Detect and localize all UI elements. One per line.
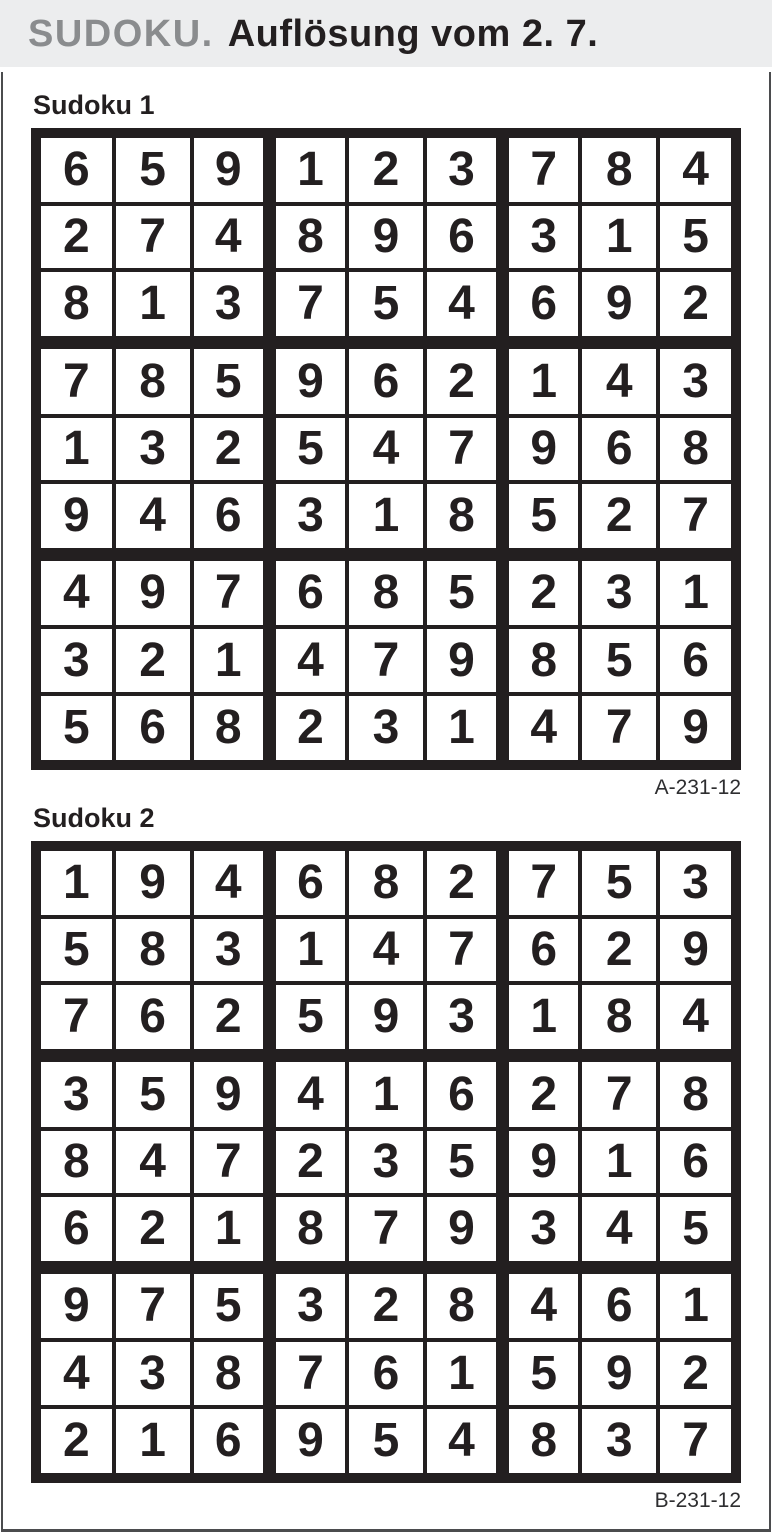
sudoku-1-grid [31, 128, 741, 770]
sudoku-cell: 1 [658, 555, 736, 628]
sudoku-cell: 4 [269, 627, 347, 694]
sudoku-cell: 4 [425, 270, 503, 343]
sudoku-cell: 9 [114, 555, 192, 628]
sudoku-cell: 1 [114, 1407, 192, 1478]
content-panel [1, 72, 771, 1532]
sudoku-cell: 6 [658, 1129, 736, 1196]
sudoku-cell: 9 [36, 1268, 114, 1341]
sudoku-cell: 1 [36, 416, 114, 483]
sudoku-cell: 1 [503, 983, 581, 1056]
sudoku-cell: 7 [347, 627, 425, 694]
sudoku-cell: 6 [192, 1407, 270, 1478]
sudoku-cell: 4 [192, 846, 270, 917]
sudoku-cell: 8 [192, 694, 270, 765]
sudoku-cell: 2 [503, 555, 581, 628]
sudoku-cell: 7 [580, 1056, 658, 1129]
sudoku-cell: 7 [347, 1195, 425, 1268]
sudoku-cell: 8 [36, 270, 114, 343]
sudoku-cell: 7 [114, 204, 192, 271]
sudoku-row [36, 204, 736, 271]
sudoku-cell: 3 [269, 482, 347, 555]
sudoku-cell: 5 [580, 846, 658, 917]
sudoku-cell: 9 [347, 983, 425, 1056]
page-header [0, 0, 772, 67]
sudoku-cell: 3 [580, 555, 658, 628]
sudoku-cell: 7 [36, 983, 114, 1056]
sudoku-cell: 7 [658, 482, 736, 555]
sudoku-cell: 3 [580, 1407, 658, 1478]
sudoku-cell: 4 [347, 416, 425, 483]
sudoku-cell: 4 [347, 917, 425, 984]
sudoku-cell: 2 [658, 270, 736, 343]
sudoku-cell: 9 [503, 1129, 581, 1196]
sudoku-cell: 3 [503, 1195, 581, 1268]
sudoku-cell: 9 [503, 416, 581, 483]
sudoku-cell: 4 [36, 555, 114, 628]
sudoku-cell: 9 [580, 1340, 658, 1407]
sudoku-cell: 4 [658, 133, 736, 204]
sudoku-cell: 3 [192, 270, 270, 343]
sudoku-cell: 4 [580, 1195, 658, 1268]
sudoku-cell: 6 [580, 1268, 658, 1341]
sudoku-row [36, 846, 736, 917]
sudoku-cell: 4 [114, 482, 192, 555]
sudoku-cell: 8 [269, 1195, 347, 1268]
sudoku-cell: 7 [425, 917, 503, 984]
brand-title: SUDOKU. [28, 12, 214, 55]
sudoku-cell: 2 [192, 983, 270, 1056]
sudoku-row [36, 627, 736, 694]
sudoku-cell: 8 [347, 555, 425, 628]
sudoku-cell: 4 [503, 694, 581, 765]
sudoku-cell: 8 [269, 204, 347, 271]
sudoku-cell: 8 [425, 482, 503, 555]
sudoku-cell: 6 [347, 1340, 425, 1407]
sudoku-cell: 1 [192, 1195, 270, 1268]
sudoku-cell: 7 [269, 1340, 347, 1407]
sudoku-cell: 7 [658, 1407, 736, 1478]
sudoku-cell: 5 [192, 1268, 270, 1341]
sudoku-cell: 8 [580, 983, 658, 1056]
sudoku-cell: 8 [503, 627, 581, 694]
sudoku-cell: 2 [269, 1129, 347, 1196]
sudoku-cell: 7 [580, 694, 658, 765]
sudoku-cell: 1 [425, 694, 503, 765]
sudoku-cell: 6 [503, 917, 581, 984]
sudoku-cell: 8 [580, 133, 658, 204]
sudoku-cell: 2 [269, 694, 347, 765]
sudoku-cell: 7 [114, 1268, 192, 1341]
sudoku-2-label: Sudoku 2 [33, 803, 155, 833]
sudoku-cell: 8 [36, 1129, 114, 1196]
sudoku-cell: 6 [269, 846, 347, 917]
sudoku-cell: 1 [425, 1340, 503, 1407]
sudoku-cell: 9 [36, 482, 114, 555]
sudoku-cell: 2 [192, 416, 270, 483]
sudoku-cell: 4 [192, 204, 270, 271]
sudoku-cell: 3 [425, 133, 503, 204]
sudoku-cell: 3 [658, 846, 736, 917]
sudoku-cell: 2 [580, 917, 658, 984]
sudoku-row [36, 555, 736, 628]
sudoku-cell: 3 [114, 416, 192, 483]
sudoku-cell: 5 [425, 555, 503, 628]
sudoku-cell: 5 [347, 270, 425, 343]
sudoku-row [36, 983, 736, 1056]
sudoku-cell: 9 [425, 1195, 503, 1268]
sudoku-cell: 8 [425, 1268, 503, 1341]
sudoku-cell: 5 [114, 1056, 192, 1129]
sudoku-cell: 4 [658, 983, 736, 1056]
sudoku-cell: 5 [658, 1195, 736, 1268]
sudoku-cell: 1 [347, 482, 425, 555]
sudoku-cell: 9 [192, 1056, 270, 1129]
sudoku-cell: 2 [425, 343, 503, 416]
sudoku-cell: 7 [192, 1129, 270, 1196]
sudoku-cell: 4 [425, 1407, 503, 1478]
sudoku-cell: 2 [580, 482, 658, 555]
sudoku-cell: 7 [192, 555, 270, 628]
sudoku-cell: 2 [658, 1340, 736, 1407]
sudoku-1-label: Sudoku 1 [33, 90, 155, 120]
page-title: Auflösung vom 2. 7. [227, 12, 599, 55]
sudoku-cell: 2 [114, 1195, 192, 1268]
sudoku-cell: 8 [658, 1056, 736, 1129]
sudoku-row [36, 1407, 736, 1478]
sudoku-row [36, 1195, 736, 1268]
sudoku-cell: 1 [269, 133, 347, 204]
sudoku-cell: 1 [347, 1056, 425, 1129]
sudoku-row [36, 416, 736, 483]
sudoku-cell: 8 [114, 917, 192, 984]
sudoku-cell: 3 [503, 204, 581, 271]
sudoku-cell: 4 [114, 1129, 192, 1196]
sudoku-cell: 2 [425, 846, 503, 917]
sudoku-cell: 9 [192, 133, 270, 204]
sudoku-cell: 7 [269, 270, 347, 343]
sudoku-cell: 3 [347, 1129, 425, 1196]
sudoku-cell: 2 [347, 1268, 425, 1341]
sudoku-cell: 8 [503, 1407, 581, 1478]
sudoku-cell: 6 [192, 482, 270, 555]
sudoku-cell: 5 [503, 482, 581, 555]
sudoku-cell: 3 [114, 1340, 192, 1407]
sudoku-cell: 7 [36, 343, 114, 416]
sudoku-cell: 6 [503, 270, 581, 343]
sudoku-cell: 2 [114, 627, 192, 694]
sudoku-cell: 2 [36, 1407, 114, 1478]
sudoku-cell: 3 [36, 1056, 114, 1129]
sudoku-cell: 6 [269, 555, 347, 628]
sudoku-cell: 4 [269, 1056, 347, 1129]
sudoku-row [36, 1129, 736, 1196]
sudoku-cell: 9 [580, 270, 658, 343]
sudoku-cell: 3 [347, 694, 425, 765]
sudoku-cell: 5 [36, 694, 114, 765]
sudoku-cell: 5 [503, 1340, 581, 1407]
sudoku-cell: 8 [114, 343, 192, 416]
sudoku-cell: 5 [347, 1407, 425, 1478]
sudoku-cell: 9 [114, 846, 192, 917]
sudoku-row [36, 1056, 736, 1129]
sudoku-cell: 1 [580, 204, 658, 271]
sudoku-cell: 1 [658, 1268, 736, 1341]
sudoku-cell: 7 [503, 846, 581, 917]
sudoku-cell: 3 [36, 627, 114, 694]
sudoku-cell: 5 [36, 917, 114, 984]
sudoku-cell: 8 [658, 416, 736, 483]
sudoku-row [36, 270, 736, 343]
sudoku-row [36, 133, 736, 204]
sudoku-cell: 4 [36, 1340, 114, 1407]
sudoku-cell: 5 [269, 983, 347, 1056]
sudoku-cell: 3 [192, 917, 270, 984]
sudoku-cell: 7 [503, 133, 581, 204]
sudoku-cell: 5 [425, 1129, 503, 1196]
sudoku-cell: 9 [269, 1407, 347, 1478]
sudoku-2-grid [31, 841, 741, 1483]
sudoku-cell: 9 [347, 204, 425, 271]
sudoku-cell: 5 [580, 627, 658, 694]
sudoku-row [36, 917, 736, 984]
sudoku-cell: 3 [269, 1268, 347, 1341]
sudoku-cell: 5 [114, 133, 192, 204]
sudoku-row [36, 482, 736, 555]
sudoku-cell: 7 [425, 416, 503, 483]
sudoku-row [36, 1268, 736, 1341]
sudoku-cell: 5 [658, 204, 736, 271]
sudoku-cell: 3 [658, 343, 736, 416]
sudoku-cell: 5 [269, 416, 347, 483]
sudoku-cell: 2 [503, 1056, 581, 1129]
sudoku-cell: 1 [36, 846, 114, 917]
sudoku-2-code: B-231-12 [654, 1489, 741, 1512]
sudoku-cell: 2 [347, 133, 425, 204]
sudoku-cell: 9 [658, 694, 736, 765]
sudoku-row [36, 343, 736, 416]
sudoku-cell: 8 [347, 846, 425, 917]
sudoku-cell: 6 [347, 343, 425, 416]
sudoku-cell: 3 [425, 983, 503, 1056]
sudoku-row [36, 1340, 736, 1407]
sudoku-cell: 6 [425, 1056, 503, 1129]
sudoku-cell: 6 [114, 694, 192, 765]
sudoku-cell: 9 [269, 343, 347, 416]
sudoku-cell: 6 [114, 983, 192, 1056]
sudoku-cell: 1 [114, 270, 192, 343]
sudoku-cell: 6 [580, 416, 658, 483]
sudoku-cell: 9 [425, 627, 503, 694]
sudoku-cell: 1 [269, 917, 347, 984]
sudoku-cell: 6 [36, 1195, 114, 1268]
sudoku-cell: 8 [192, 1340, 270, 1407]
sudoku-row [36, 694, 736, 765]
sudoku-cell: 1 [192, 627, 270, 694]
sudoku-cell: 1 [503, 343, 581, 416]
sudoku-cell: 4 [503, 1268, 581, 1341]
sudoku-cell: 9 [658, 917, 736, 984]
sudoku-cell: 6 [425, 204, 503, 271]
sudoku-1-code: A-231-12 [654, 776, 741, 799]
sudoku-cell: 5 [192, 343, 270, 416]
sudoku-cell: 6 [36, 133, 114, 204]
sudoku-cell: 4 [580, 343, 658, 416]
sudoku-cell: 2 [36, 204, 114, 271]
sudoku-cell: 6 [658, 627, 736, 694]
sudoku-cell: 1 [580, 1129, 658, 1196]
